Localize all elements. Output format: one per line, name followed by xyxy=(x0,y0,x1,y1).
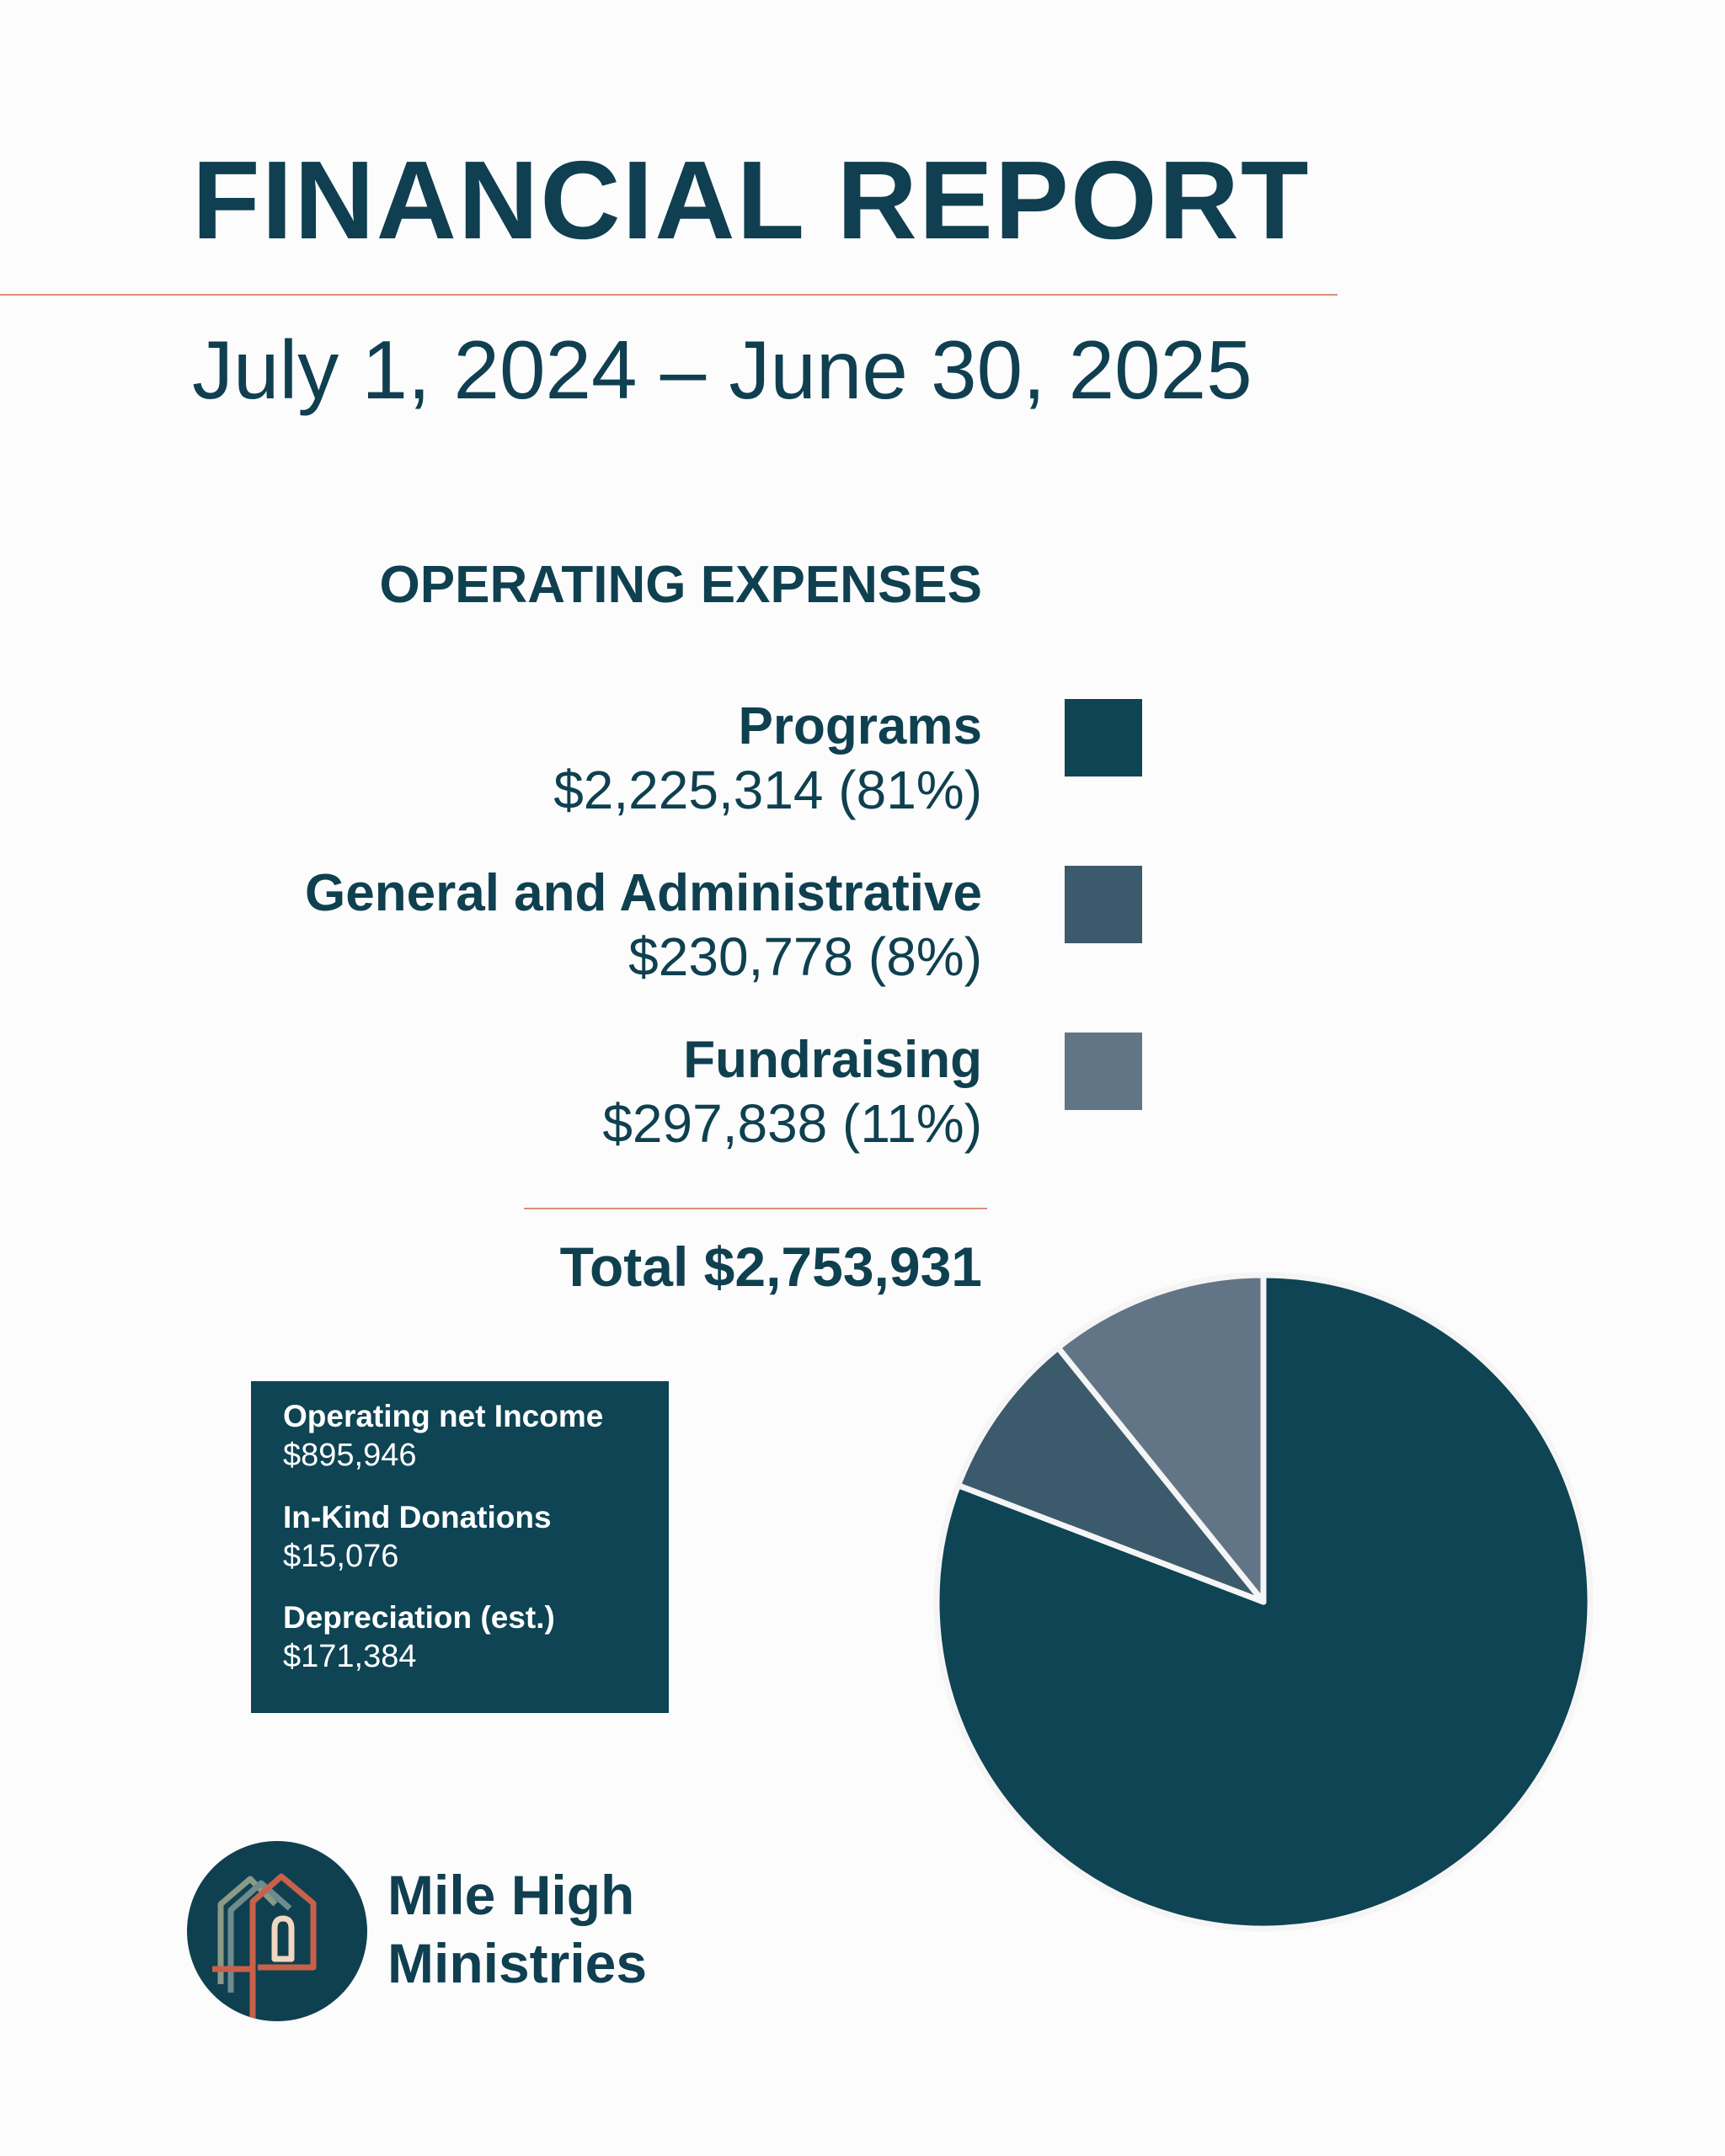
legend-item-general-admin xyxy=(305,862,982,990)
date-range: July 1, 2024 – June 30, 2025 xyxy=(192,323,1252,416)
summary-item-net-income xyxy=(283,1396,669,1476)
title-divider xyxy=(0,294,1338,296)
legend-swatch-programs xyxy=(1065,699,1142,776)
summary-item-in-kind xyxy=(283,1497,669,1577)
legend-label: Programs xyxy=(738,697,982,755)
summary-label: Operating net Income xyxy=(283,1399,604,1433)
legend-item-fundraising xyxy=(602,1029,982,1156)
house-icon xyxy=(187,1841,367,2021)
summary-label: Depreciation (est.) xyxy=(283,1600,555,1636)
page-title: FINANCIAL REPORT xyxy=(192,138,1311,262)
legend-item-programs xyxy=(553,696,982,823)
summary-value: $895,946 xyxy=(283,1438,417,1474)
summary-box xyxy=(251,1381,669,1713)
ministry-logo xyxy=(187,1841,367,2021)
legend-swatch-general-admin xyxy=(1065,866,1142,943)
expenses-pie-chart xyxy=(927,1263,1685,1954)
summary-label: In-Kind Donations xyxy=(283,1499,552,1534)
legend-label: Fundraising xyxy=(683,1031,982,1089)
legend-value: $230,778 (8%) xyxy=(628,926,982,988)
organization-name-line1: Mile High xyxy=(387,1864,635,1926)
legend-label: General and Administrative xyxy=(305,864,982,922)
total-divider xyxy=(524,1208,987,1209)
summary-value: $15,076 xyxy=(283,1538,399,1574)
legend-value: $297,838 (11%) xyxy=(602,1093,982,1155)
legend-value: $2,225,314 (81%) xyxy=(553,760,982,821)
organization-name xyxy=(387,1861,647,1997)
summary-value: $171,384 xyxy=(283,1639,417,1675)
operating-expenses-heading: OPERATING EXPENSES xyxy=(379,556,982,614)
legend-swatch-fundraising xyxy=(1065,1033,1142,1110)
summary-item-depreciation xyxy=(283,1598,669,1677)
organization-name-line2: Ministries xyxy=(387,1931,648,1994)
total-expenses: Total $2,753,931 xyxy=(559,1235,982,1298)
